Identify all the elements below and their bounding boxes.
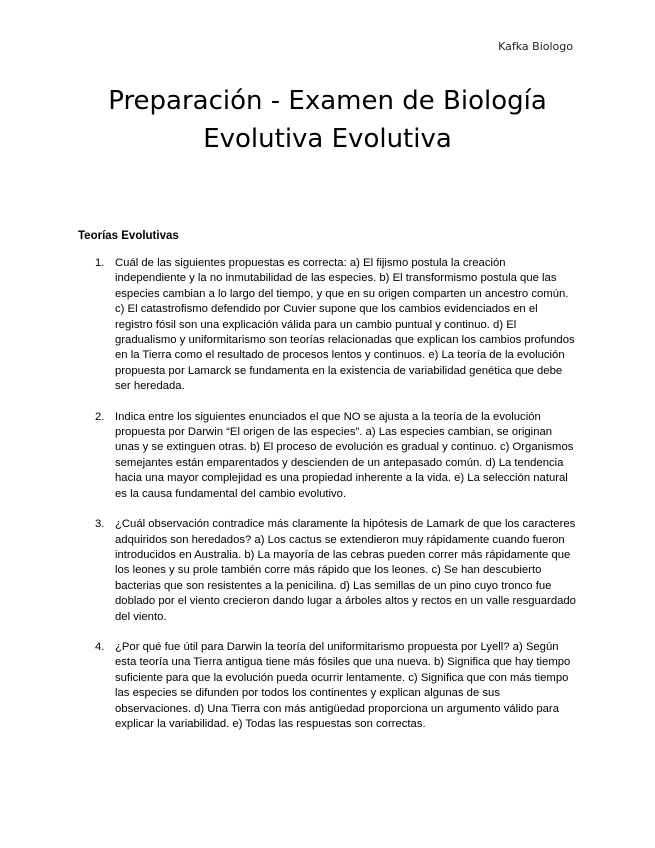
question-item xyxy=(78,410,578,502)
question-item xyxy=(78,517,578,625)
question-number: 4. xyxy=(95,640,105,653)
question-item xyxy=(78,256,578,395)
question-number: 3. xyxy=(95,518,105,531)
section-heading: Teorías Evolutivas xyxy=(78,230,179,242)
question-text: Cuál de las siguientes propuestas es correcta: a) El fijismo postula la creación independiente y la no inmutabilidad de las especies. b) El transformismo postula que las especies cambian a lo largo del tiempo, y que en su origen comparten un ancestro común. c) El catastrofismo defendido por Cuvier supone que los cambios evidenciados en el registro fósil son una explicación válida para un cambio puntual y continuo. d) El gradualismo y uniformitarismo son teorías relacionadas que explican los cambios profundos en la Tierra como el resultado de procesos lentos y continuos. e) La teoría de la evolución propuesta por Lamarck se fundamenta en la existencia de variabilidad genética que debe ser heredada. xyxy=(115,257,575,393)
question-text: Indica entre los siguientes enunciados el que NO se ajusta a la teoría de la evolución propuesta por Darwin “El origen de las especies”. a) Las especies cambian, se originan unas y se extinguen otras. b) El proceso de evolución es gradual y continuo. c) Organismos semejantes están emparentados y descienden de un antepasado común. d) La tendencia hacia una mayor complejidad es una propiedad inherente a la vida. e) La selección natural es la causa fundamental del cambio evolutivo. xyxy=(115,410,574,500)
document-title xyxy=(60,82,595,158)
question-item xyxy=(78,640,578,732)
title-line-1: Preparación - Examen de Biología xyxy=(108,86,547,116)
title-line-2: Evolutiva Evolutiva xyxy=(203,124,452,154)
question-number: 2. xyxy=(95,410,105,423)
author-header: Kafka Biologo xyxy=(498,40,573,53)
question-text: ¿Cuál observación contradice más claramente la hipótesis de Lamark de que los caracteres adquiridos son heredados? a) Los cactus se extendieron muy rápidamente cuando fueron introducidos en Australia. b) La mayoría de las cebras pueden correr más rápidamente que los leones y su prole también corre más rápido que los leones. c) Se han descubierto bacterias que son resistentes a la penicilina. d) Las semillas de un pino cuyo tronco fue doblado por el viento crecieron dando lugar a árboles altos y rectos en un valle resguardado del viento. xyxy=(115,518,576,623)
question-text: ¿Por qué fue útil para Darwin la teoría del uniformitarismo propuesta por Lyell? a) Según esta teoría una Tierra antigua tiene más fósiles que una nueva. b) Significa que hay tiempo suficiente para que la evolución pueda ocurrir lentamente. c) Significa que con más tiempo las especies se difunden por todos los continentes y explican algunas de sus observaciones. d) Una Tierra con más antigüedad proporciona un argumento válido para explicar la variabilidad. e) Todas las respuestas son correctas. xyxy=(115,640,571,730)
question-number: 1. xyxy=(95,257,105,269)
question-list xyxy=(78,256,578,747)
